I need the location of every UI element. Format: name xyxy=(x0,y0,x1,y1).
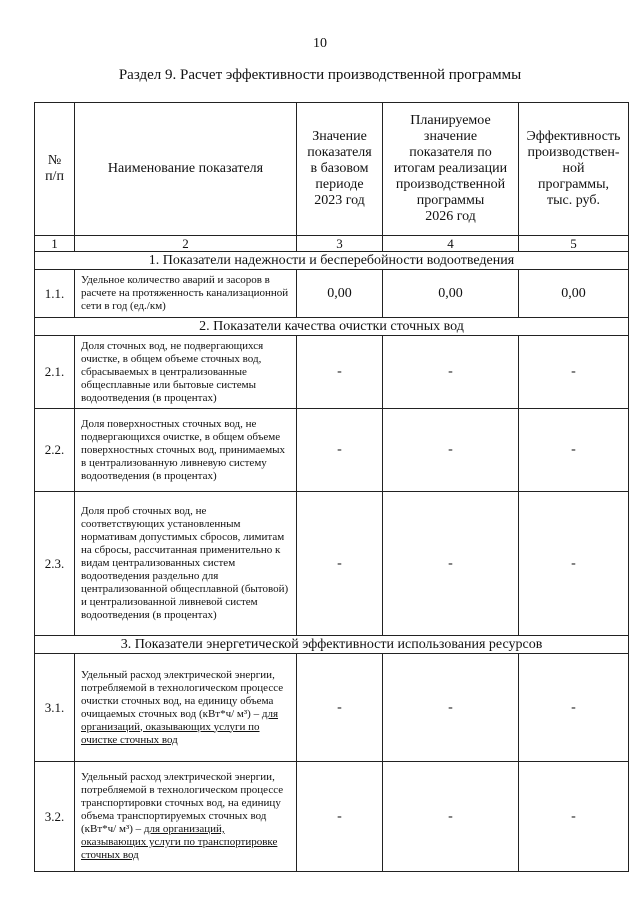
row-number: 3.1. xyxy=(35,654,75,762)
indicator-text-underlined: для организаций, оказывающих услуги по очистке сточных вод xyxy=(81,707,279,746)
indicator-name xyxy=(75,492,297,636)
indicator-text-underlined: для организаций, оказывающих услуги по транспортировке сточных вод xyxy=(81,823,278,861)
header-line: 2026 год xyxy=(425,209,476,224)
index-cell: 4 xyxy=(383,236,519,252)
index-cell: 2 xyxy=(75,236,297,252)
index-cell: 1 xyxy=(35,236,75,252)
header-line: программы xyxy=(416,193,485,208)
header-line: производствен- xyxy=(527,145,620,160)
index-cell: 5 xyxy=(519,236,629,252)
group-heading-2: 2. Показатели качества очистки сточных вод xyxy=(35,318,629,336)
plan-value: - xyxy=(383,492,519,636)
indicator-name xyxy=(75,336,297,409)
header-line: в базовом xyxy=(310,161,369,176)
table-row-3-1 xyxy=(35,654,629,762)
index-row xyxy=(35,236,629,252)
indicator-text: Доля поверхностных сточных вод, не подвергающихся очистке, в общем объеме поверхностных сточных вод, принимаемых в централизованную ливневую систему водоотведения (в процентах) xyxy=(81,417,286,482)
section-title: Раздел 9. Расчет эффективности производственной программы xyxy=(118,67,522,83)
base-value: - xyxy=(297,654,383,762)
row-number: 2.1. xyxy=(35,336,75,409)
page-number: 10 xyxy=(313,36,327,51)
header-line: Эффективность xyxy=(526,129,621,144)
header-num xyxy=(35,103,75,236)
efficiency-value: 0,00 xyxy=(519,270,629,318)
header-line: Планируемое xyxy=(410,113,491,128)
base-value: - xyxy=(297,336,383,409)
plan-value: - xyxy=(383,336,519,409)
base-value: 0,00 xyxy=(297,270,383,318)
indicator-name xyxy=(75,762,297,872)
efficiency-value: - xyxy=(519,762,629,872)
indicator-text: Доля проб сточных вод, не соответствующих установленным нормативам допустимых сбросов, лимитам на сбросы, рассчитанная применительно к видам централизованных систем водоотведения раздельно для централизованной общесплавной (бытовой) и централизованной ливневой систем водоотведения (в процентах) xyxy=(81,505,289,621)
row-number: 3.2. xyxy=(35,762,75,872)
plan-value: - xyxy=(383,762,519,872)
base-value: - xyxy=(297,492,383,636)
table-row-1-1 xyxy=(35,270,629,318)
plan-value: 0,00 xyxy=(383,270,519,318)
plan-value: - xyxy=(383,409,519,492)
header-line: показателя по xyxy=(409,145,492,160)
header-line: программы, xyxy=(537,177,610,192)
group-heading-row xyxy=(35,636,629,654)
efficiency-value: - xyxy=(519,654,629,762)
group-heading-row xyxy=(35,318,629,336)
header-num-abbrev: п/п xyxy=(45,169,64,184)
indicator-text: Удельный расход электрической энергии, потребляемой в технологическом процессе очистки сточных вод, на единицу объема очищаемых сточных вод (кВт*ч/ м³) – xyxy=(81,668,284,720)
efficiency-value: - xyxy=(519,492,629,636)
row-number: 2.3. xyxy=(35,492,75,636)
table-row-2-3 xyxy=(35,492,629,636)
table-row-2-2 xyxy=(35,409,629,492)
group-heading-3: 3. Показатели энергетической эффективности использования ресурсов xyxy=(35,636,629,654)
table-row-2-1 xyxy=(35,336,629,409)
header-line: итогам реализации xyxy=(393,161,508,176)
plan-value: - xyxy=(383,654,519,762)
row-number: 2.2. xyxy=(35,409,75,492)
base-value: - xyxy=(297,409,383,492)
index-cell: 3 xyxy=(297,236,383,252)
indicator-text: Доля сточных вод, не подвергающихся очистке, в общем объеме сточных вод, сбрасываемых в централизованные общесплавные или бытовые системы водоотведения (в процентах) xyxy=(81,339,264,404)
header-line: значение xyxy=(423,129,478,144)
header-line: производственной xyxy=(395,177,506,192)
table-row-3-2 xyxy=(35,762,629,872)
header-line: тыс. руб. xyxy=(547,193,600,208)
efficiency-value: - xyxy=(519,336,629,409)
header-num-symbol: № xyxy=(47,153,62,168)
indicator-name xyxy=(75,409,297,492)
indicator-name xyxy=(75,270,297,318)
header-base xyxy=(297,103,383,236)
header-line: показателя xyxy=(307,145,372,160)
header-line: Значение xyxy=(312,129,367,144)
indicator-text: Удельный расход электрической энергии, потребляемой в технологическом процессе транспортировки сточных вод, на единицу объема транспортируемых сточных вод (кВт*ч/ м³) – xyxy=(81,771,284,835)
group-heading-1: 1. Показатели надежности и бесперебойности водоотведения xyxy=(35,252,629,270)
row-number: 1.1. xyxy=(35,270,75,318)
header-line: ной xyxy=(562,161,585,176)
header-eff xyxy=(519,103,629,236)
header-line: 2023 год xyxy=(314,193,365,208)
header-plan xyxy=(383,103,519,236)
indicator-text: Удельное количество аварий и засоров в расчете на протяженность канализационной сети в год (ед./км) xyxy=(81,274,289,312)
group-heading-row xyxy=(35,252,629,270)
efficiency-value: - xyxy=(519,409,629,492)
header-name: Наименование показателя xyxy=(75,103,297,236)
indicator-name xyxy=(75,654,297,762)
header-line: периоде xyxy=(315,177,364,192)
efficiency-table xyxy=(34,102,629,872)
header-row xyxy=(35,103,629,236)
base-value: - xyxy=(297,762,383,872)
